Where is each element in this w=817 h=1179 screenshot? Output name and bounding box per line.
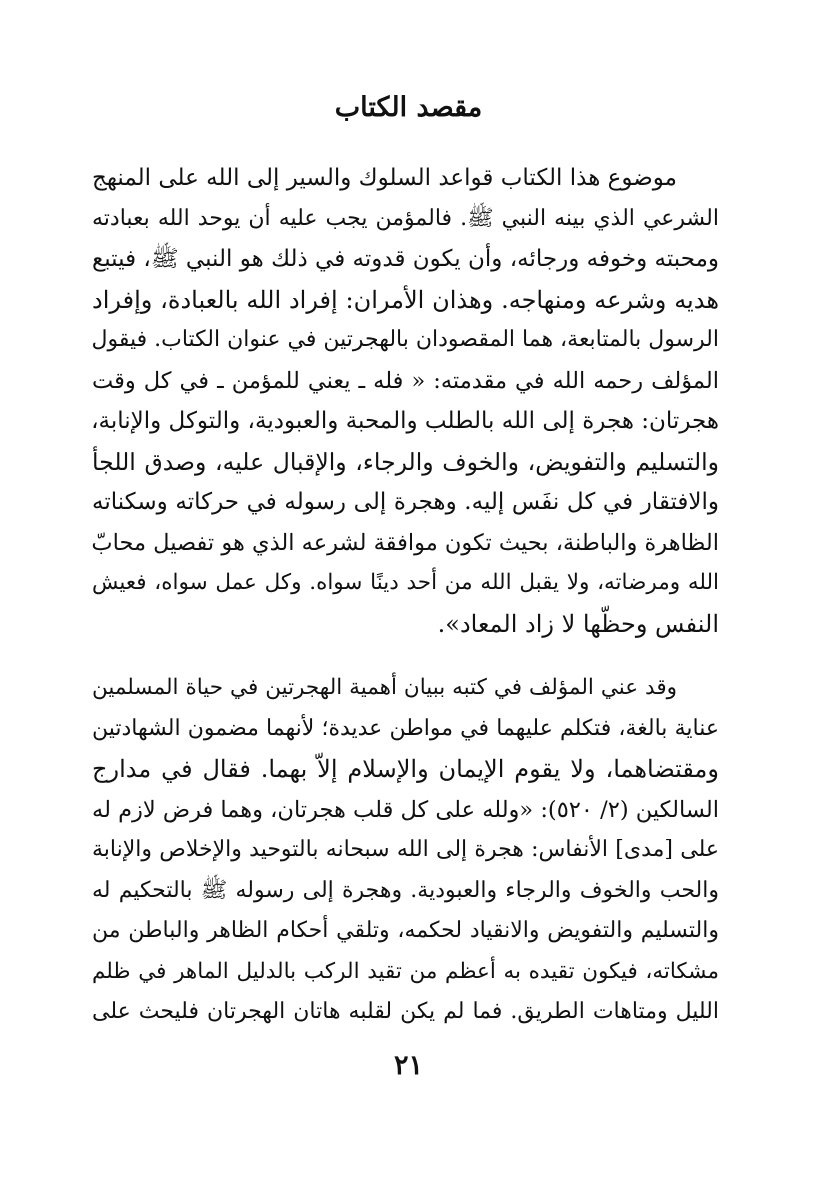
text-line: الله ومرضاته، ولا يقبل الله من أحد دينًا سواه. وكل عمل سواه، فعيش — [92, 570, 719, 595]
text-line: الرسول بالمتابعة، هما المقصودان بالهجرتين في عنوان الكتاب. فيقول — [91, 327, 719, 352]
page-number: ٢١ — [393, 1050, 423, 1081]
text-line: النفس وحظّها لا زاد المعاد». — [437, 609, 719, 638]
text-line: الليل ومتاهات الطريق. فما لم يكن لقلبه هاتان الهجرتان فليحث على — [92, 999, 719, 1024]
text-line: موضوع هذا الكتاب قواعد السلوك والسير إلى الله على المنهج — [91, 165, 677, 191]
text-line: ومقتضاهما، ولا يقوم الإيمان والإسلام إلاّ بهما. فقال في مدارج — [92, 755, 719, 783]
text-line: الشرعي الذي بينه النبي ﷺ. فالمؤمن يجب عليه أن يوحد الله بعبادته — [92, 205, 719, 231]
paragraph-1 — [92, 158, 719, 644]
text-line: هديه وشرعه ومنهاجه. وهذان الأمران: إفراد الله بالعبادة، وإفراد — [92, 285, 719, 314]
text-line: على [مدى] الأنفاس: هجرة إلى الله سبحانه بالتوحيد والإخلاص والإنابة — [92, 837, 719, 862]
text-line: الظاهرة والباطنة، بحيث تكون موافقة لشرعه الذي هو تفصيل محابّ — [91, 529, 719, 556]
text-line: والتسليم والتفويض، والخوف والرجاء، والإقبال عليه، وصدق اللجأ — [92, 447, 719, 476]
text-line: ومحبته وخوفه ورجائه، وأن يكون قدوته في ذلك هو النبي ﷺ، فيتبع — [92, 246, 719, 272]
text-line: والافتقار في كل نفَس إليه. وهجرة إلى رسوله في حركاته وسكناته — [92, 489, 719, 515]
text-line: السالكين (٢/ ٥٢٠): «ولله على كل قلب هجرتان، وهما فرض لازم له — [92, 796, 720, 823]
text-line: وقد عني المؤلف في كتبه ببيان أهمية الهجرتين في حياة المسلمين — [92, 675, 677, 700]
paragraph-2 — [92, 668, 719, 1033]
text-line: والتسليم والتفويض والانقياد لحكمه، وتلقي أحكام الظاهر والباطن من — [92, 918, 719, 943]
text-line: عناية بالغة، فتكلم عليهما في مواطن عديدة؛ لأنهما مضمون الشهادتين — [92, 715, 719, 741]
text-line: والحب والخوف والرجاء والعبودية. وهجرة إلى رسوله ﷺ بالتحكيم له — [92, 877, 719, 903]
page-title: مقصد الكتاب — [334, 92, 483, 123]
text-line: المؤلف رحمه الله في مقدمته: « فله ـ يعني للمؤمن ـ في كل وقت — [92, 367, 719, 394]
text-line: هجرتان: هجرة إلى الله بالطلب والمحبة والعبودية، والتوكل والإنابة، — [91, 408, 719, 434]
text-line: مشكاته، فيكون تقيده به أعظم من تقيد الركب بالدليل الماهر في ظلم — [92, 958, 719, 984]
